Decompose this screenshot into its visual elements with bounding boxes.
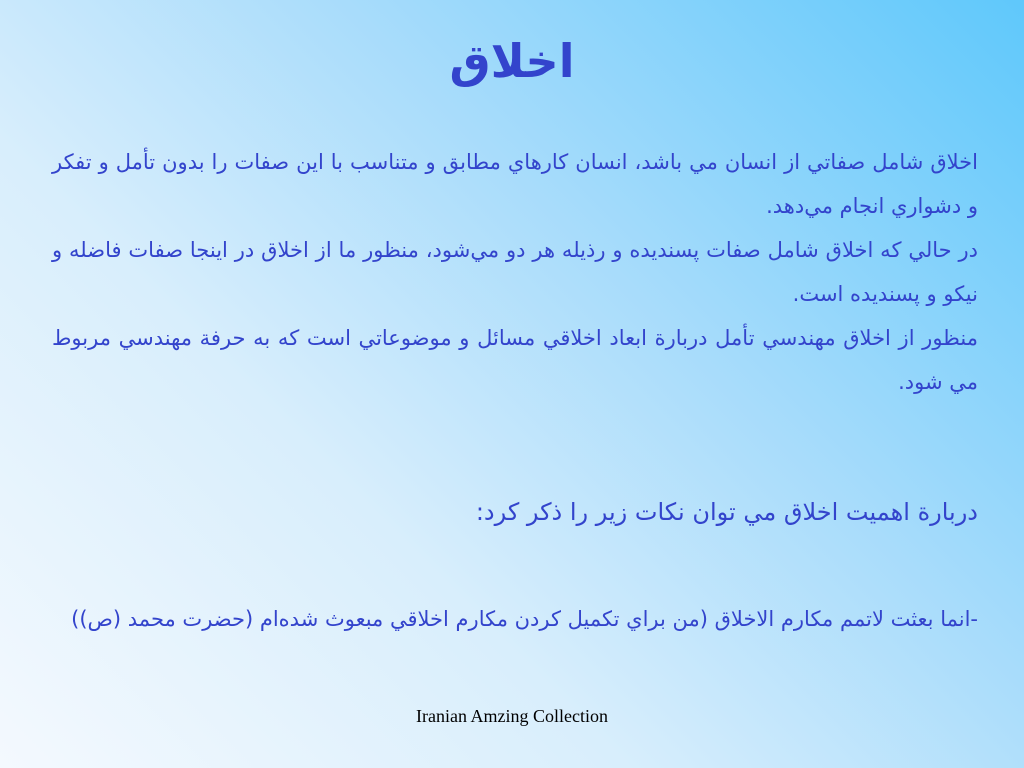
paragraph-engineering-ethics: منظور از اخلاق مهندسي تأمل دربارة ابعاد اخلاقي مسائل و موضوعاتي است كه به حرفة مهندسي مربوط مي شود.	[52, 326, 978, 394]
paragraph-virtues: در حالي كه اخلاق شامل صفات پسنديده و رذيله هر دو مي‌شود، منظور ما از اخلاق در اينجا صفات فاضله و نيكو و پسنديده است.	[52, 238, 978, 306]
paragraph-definition: اخلاق شامل صفاتي از انسان مي باشد، انسان كارهاي مطابق و متناسب با اين صفات را بدون تأمل و تفكر و دشواري انجام مي‌دهد.	[52, 150, 978, 218]
importance-subheading: دربارة اهميت اخلاق مي توان نكات زير را ذكر كرد:	[475, 498, 978, 526]
quote-block	[52, 597, 978, 641]
footer-credit: Iranian Amzing Collection	[416, 706, 608, 726]
body-text	[52, 140, 978, 404]
slide-title: اخلاق	[449, 34, 575, 88]
hadith-quote: -انما بعثت لاتمم مكارم الاخلاق (من براي تكميل كردن مكارم اخلاقي مبعوث شده‌ام (حضرت محمد (ص))	[71, 607, 978, 631]
